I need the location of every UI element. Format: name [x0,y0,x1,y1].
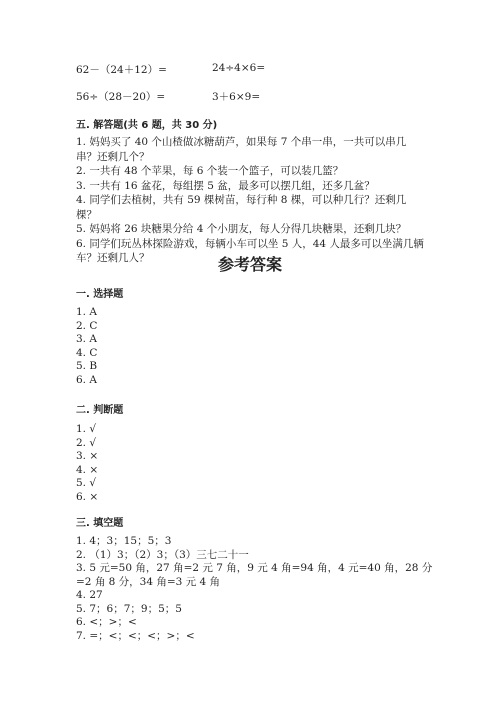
question-item: 1. 妈妈买了 40 个山楂做冰糖葫芦，如果每 7 个串一串，一共可以串几串？还剩几个？ [76,136,407,163]
calc-row [76,89,416,103]
answer-item: 5. B [76,360,98,372]
section-heading-fill: 三. 填空题 [76,518,124,529]
choice-answer-list [76,306,97,387]
question-item: 4. 同学们去植树，共有 59 棵树苗，每行种 8 棵，可以种几行？还剩几棵？ [76,194,407,221]
section-heading-choice: 一. 选择题 [76,289,124,300]
calc-expression: 56÷（28－20）= [76,91,166,103]
question-item: 6. 同学们玩丛林探险游戏，每辆小车可以坐 5 人，44 人最多可以坐满几辆车？还剩几人？ [76,237,424,264]
calc-expression: 3＋6×9= [212,91,261,103]
answer-item: 2. （1）3；（2）3；（3）三七二十一 [76,548,249,561]
judge-answer-list [76,423,98,504]
answer-item: 3. 5 元=50 角，27 角=2 元 7 角，9 元 4 角=94 角，4 元=40 角，28 分=2 角 8 分，34 角=3 元 4 角 [76,562,433,588]
answer-item: 7. =；<；<；<；>；< [76,629,195,642]
calc-expression: 62－（24＋12）= [76,64,167,76]
answer-item: 4. × [76,463,99,476]
question-list [76,135,426,266]
answer-item: 4. 27 [76,589,103,601]
answer-item: 5. √ [76,477,97,489]
answer-item: 2. √ [76,436,97,449]
answers-title: 参考答案 [217,255,282,274]
answer-item: 1. 4；3；15；5；3 [76,535,172,547]
answer-item: 3. A [76,333,97,345]
answer-item: 6. <；>；< [76,616,137,628]
calc-expression: 24÷4×6= [212,62,266,74]
answer-item: 1. A [76,306,97,318]
answer-item: 2. C [76,319,98,332]
question-item: 2. 一共有 48 个苹果，每 6 个装一个篮子，可以装几篮？ [76,165,344,177]
answer-item: 5. 7；6；7；9；5；5 [76,602,182,615]
answer-item: 6. × [76,490,99,503]
calc-row [76,62,416,76]
question-item: 3. 一共有 16 盆花，每组摆 5 盆，最多可以摆几组，还多几盆？ [76,179,375,192]
question-item: 5. 妈妈将 26 块糖果分给 4 个小朋友，每人分得几块糖果，还剩几块？ [76,223,407,235]
answer-item: 4. C [76,346,98,359]
answer-item: 3. × [76,450,99,462]
answer-item: 6. A [76,373,97,386]
section-heading-judge: 二. 判断题 [76,405,124,416]
answer-item: 1. √ [76,423,97,435]
fill-answer-list [76,535,436,643]
section-heading-word-problems: 五. 解答题(共 6 题，共 30 分) [76,120,218,131]
